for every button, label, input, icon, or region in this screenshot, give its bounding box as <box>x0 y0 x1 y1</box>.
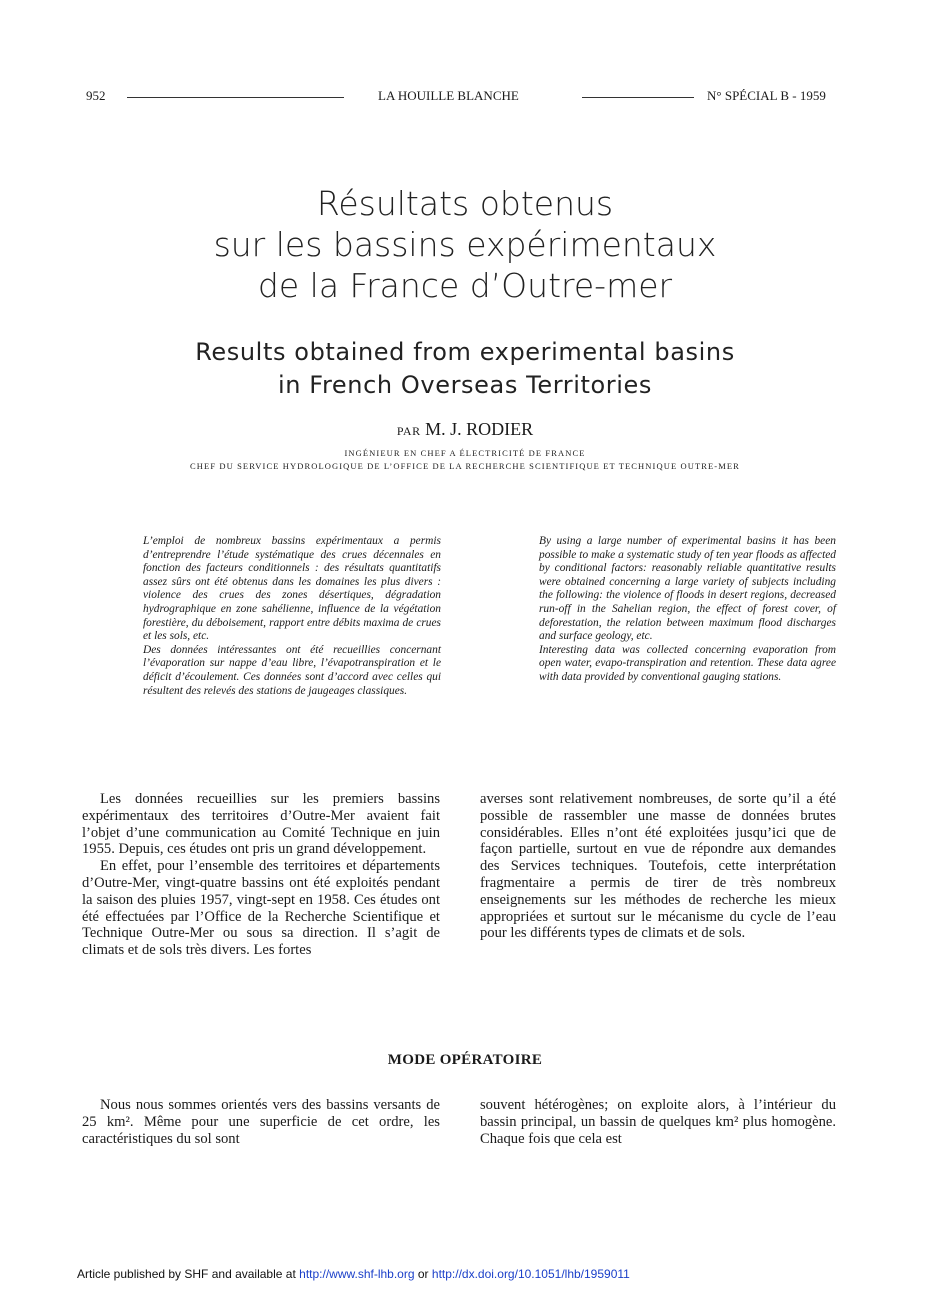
abstract-paragraph: Des données intéressantes ont été recueillies concernant l’évaporation sur nappe d’eau libre, l’évapotranspiration et le déficit d’écoulement. Ces données sont d’accord avec celles qui résultent des relevés des stations de jaugeages classiques. <box>143 643 441 697</box>
section-heading: MODE OPÉRATOIRE <box>387 1052 543 1068</box>
author-name: M. J. RODIER <box>425 419 534 439</box>
title-english-line: Results obtained from experimental basins <box>195 338 735 366</box>
title-french-line: Résultats obtenus <box>316 184 614 223</box>
title-french-line: de la France d’Outre-mer <box>257 266 673 305</box>
byline-par: PAR <box>396 424 421 438</box>
body-paragraph: Nous nous sommes orientés vers des bassins versants de 25 km². Même pour une superficie de cet ordre, les caractéristiques du sol sont <box>82 1097 440 1147</box>
section-column-left <box>82 1097 440 1147</box>
body-column-right <box>480 791 836 942</box>
abstract-english <box>539 535 836 685</box>
body-paragraph: averses sont relativement nombreuses, de sorte qu’il a été possible de rassembler une masse de données brutes considérables. Elles n’ont été exploitées jusqu’ici que de façon partielle, surtout en vue de répondre aux demandes des Services techniques. Toutefois, cette interprétation fragmentaire a permis de tirer de très nombreux enseignements sur les méthodes de recherche les mieux appropriées et surtout sur le mécanisme du cycle de l’eau pour les différents types de climats et de sols. <box>480 791 836 942</box>
body-paragraph: souvent hétérogènes; on exploite alors, à l’intérieur du bassin principal, un bassin de quelques km² plus homogène. Chaque fois que cela est <box>480 1097 836 1147</box>
page-number: 952 <box>86 88 106 103</box>
title-french <box>0 183 930 306</box>
footer-link-doi[interactable]: http://dx.doi.org/10.1051/lhb/1959011 <box>431 1267 630 1281</box>
abstract-paragraph: L’emploi de nombreux bassins expérimentaux a permis d’entreprendre l’étude systématique des crues décennales en fonction des facteurs conditionnels : des résultats quantitatifs assez sûrs ont été obtenus dans les domaines les plus divers : violence des crues des zones désertiques, dégradation hydrographique en zone sahélienne, influence de la végétation forestière, du déboisement, rapport entre débits maxima de crues et les sols, etc. <box>143 535 441 643</box>
affiliation-line: CHEF DU SERVICE HYDROLOGIQUE DE L’OFFICE DE LA RECHERCHE SCIENTIFIQUE ET TECHNIQUE OUTRE-MER <box>190 461 740 471</box>
title-french-line: sur les bassins expérimentaux <box>213 225 717 264</box>
footer-text: Article published by SHF and available at <box>77 1267 296 1281</box>
byline <box>0 419 930 440</box>
issue-label: N° SPÉCIAL B - 1959 <box>707 88 826 103</box>
footer-link-shf[interactable]: http://www.shf-lhb.org <box>299 1267 415 1281</box>
footer-or: or <box>417 1267 429 1281</box>
header-rule-left <box>127 97 344 98</box>
title-english-line: in French Overseas Territories <box>278 371 652 399</box>
affiliation-line: INGÉNIEUR EN CHEF A ÉLECTRICITÉ DE FRANCE <box>344 448 586 458</box>
header-rule-right <box>582 97 694 98</box>
abstract-french <box>143 535 441 698</box>
title-english <box>0 336 930 402</box>
abstract-paragraph: By using a large number of experimental basins it has been possible to make a systematic study of ten year floods as affected by conditional factors: reasonably reliable quantitative results were obtained concerning a large variety of subjects including the following: the violence of floods in desert regions, decreased run-off in the Sahelian region, the effect of forest cover, of deforestation, the relation between maximum flood discharges and surface geology, etc. <box>539 535 836 643</box>
body-paragraph: En effet, pour l’ensemble des territoires et départements d’Outre-Mer, vingt-quatre bassins ont été exploités pendant la saison des pluies 1957, vingt-sept en 1958. Ces études ont été effectuées par l’Office de la Recherche Scientifique et Technique Outre-Mer ou sous sa direction. Il s’agit de climats et de sols très divers. Les fortes <box>82 858 440 959</box>
footer-notice <box>77 1267 630 1281</box>
body-paragraph: Les données recueillies sur les premiers bassins expérimentaux des territoires d’Outre-Mer avaient fait l’objet d’une communication au Comité Technique en juin 1955. Depuis, ces études ont pris un grand développement. <box>82 791 440 858</box>
abstract-paragraph: Interesting data was collected concerning evaporation from open water, evapo-transpiration and retention. These data agree with data provided by conventional gauging stations. <box>539 643 836 683</box>
journal-name: LA HOUILLE BLANCHE <box>378 88 519 103</box>
section-column-right <box>480 1097 836 1147</box>
body-column-left <box>82 791 440 959</box>
